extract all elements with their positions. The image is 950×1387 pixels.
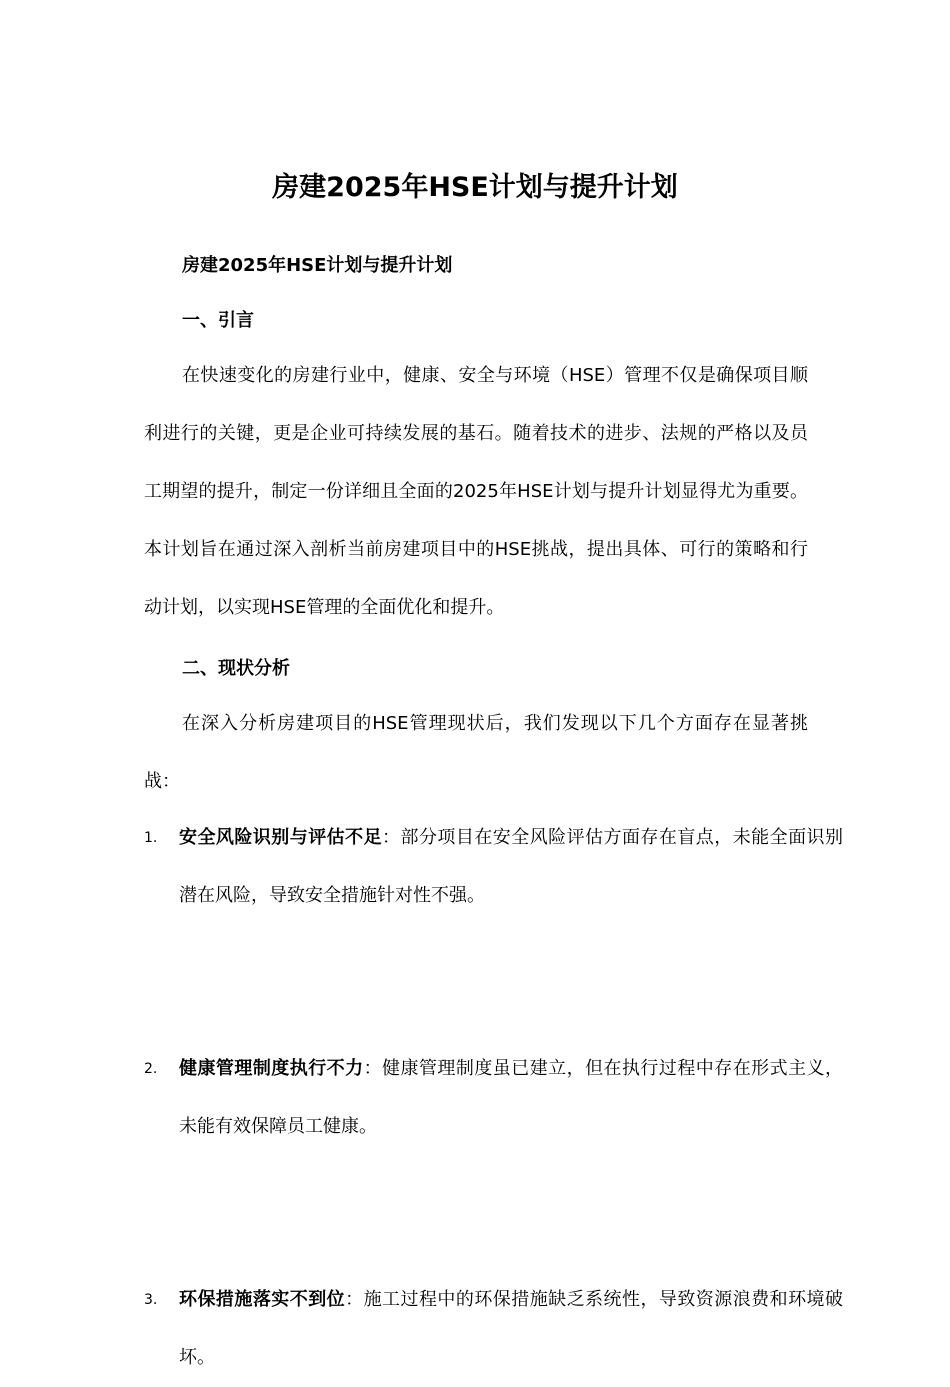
- list-item: [144, 1271, 843, 1387]
- list-item-bold-label: 安全风险识别与评估不足: [179, 827, 383, 848]
- section-heading-introduction: 一、引言: [182, 310, 254, 331]
- status-analysis-paragraph: 在深入分析房建项目的HSE管理现状后，我们发现以下几个方面存在显著挑战：: [144, 713, 808, 792]
- list-item-text: ：施工过程中的环保措施缺乏系统性，导致资源浪费和环境破坏。: [179, 1289, 844, 1368]
- list-item-number: 3.: [144, 1292, 158, 1308]
- document-title: 房建2025年HSE计划与提升计划: [272, 172, 678, 203]
- list-item-text: ：部分项目在安全风险评估方面存在盲点，未能全面识别潜在风险，导致安全措施针对性不强。: [179, 827, 844, 906]
- list-item-text: ：健康管理制度虽已建立，但在执行过程中存在形式主义，未能有效保障员工健康。: [179, 1058, 844, 1137]
- list-item-number: 2.: [144, 1061, 158, 1077]
- list-item-bold-label: 环保措施落实不到位: [179, 1289, 346, 1310]
- list-item-number: 1.: [144, 830, 158, 846]
- document-subtitle: 房建2025年HSE计划与提升计划: [182, 255, 453, 276]
- introduction-paragraph: 在快速变化的房建行业中，健康、安全与环境（HSE）管理不仅是确保项目顺利进行的关键，更是企业可持续发展的基石。随着技术的进步、法规的严格以及员工期望的提升，制定一份详细且全面的2025年HSE计划与提升计划显得尤为重要。本计划旨在通过深入剖析当前房建项目中的HSE挑战，提出具体、可行的策略和行动计划，以实现HSE管理的全面优化和提升。: [144, 365, 808, 618]
- list-item-bold-label: 健康管理制度执行不力: [179, 1058, 364, 1079]
- section-heading-status-analysis: 二、现状分析: [182, 658, 290, 679]
- list-item: [144, 1040, 843, 1156]
- list-item: [144, 809, 843, 925]
